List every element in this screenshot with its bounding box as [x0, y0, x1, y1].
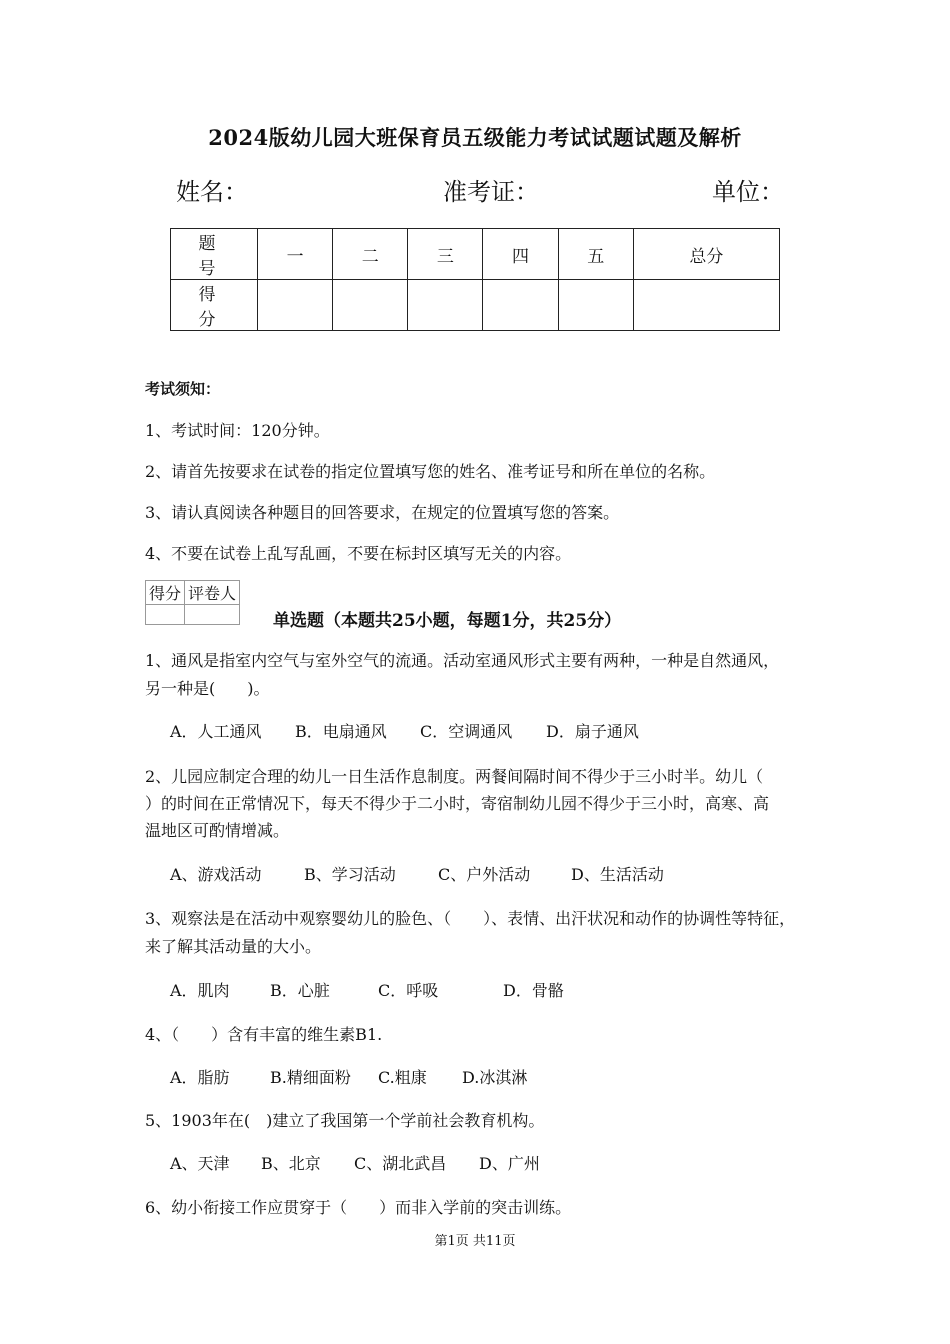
section-title: 单选题（本题共25小题，每题1分，共25分） — [273, 611, 622, 631]
option-c[interactable]: C、户外活动 — [438, 865, 531, 884]
option-d[interactable]: D．扇子通风 — [546, 722, 639, 741]
question-text: 2、儿园应制定合理的幼儿一日生活作息制度。两餐间隔时间不得少于三小时半。幼儿（ — [145, 767, 764, 786]
question-text: 5、1903年在( )建立了我国第一个学前社会教育机构。 — [145, 1111, 545, 1130]
option-a[interactable]: A、天津 — [170, 1154, 230, 1173]
grader-score-label: 得分 — [146, 581, 185, 605]
score-table-cell: 总分 — [633, 229, 779, 280]
score-input-cell[interactable] — [558, 280, 633, 331]
option-a[interactable]: A、游戏活动 — [170, 865, 262, 884]
score-table-cell: 一 — [258, 229, 333, 280]
score-table-header-row — [171, 229, 780, 280]
option-d[interactable]: D.冰淇淋 — [462, 1068, 528, 1087]
score-input-cell[interactable] — [633, 280, 779, 331]
score-input-cell[interactable] — [333, 280, 408, 331]
question-text: 4、（ ）含有丰富的维生素B1. — [145, 1025, 383, 1044]
score-table — [170, 228, 780, 331]
grader-name-cell[interactable] — [185, 605, 240, 625]
notice-item: 1、考试时间：120分钟。 — [145, 421, 330, 440]
option-d[interactable]: D、广州 — [479, 1154, 540, 1173]
option-b[interactable]: B．电扇通风 — [295, 722, 387, 741]
grader-name-label: 评卷人 — [185, 581, 240, 605]
option-c[interactable]: C.粗康 — [378, 1068, 427, 1087]
grader-box — [145, 580, 240, 625]
score-table-cell: 二 — [333, 229, 408, 280]
score-table-cell: 四 — [483, 229, 558, 280]
option-c[interactable]: C．呼吸 — [378, 981, 439, 1000]
question-text: 6、幼小衔接工作应贯穿于（ ）而非入学前的突击训练。 — [145, 1198, 572, 1217]
grader-score-cell[interactable] — [146, 605, 185, 625]
option-a[interactable]: A．肌肉 — [170, 981, 230, 1000]
question-text: 1、通风是指室内空气与室外空气的流通。活动室通风形式主要有两种，一种是自然通风， — [145, 651, 780, 670]
option-d[interactable]: D．骨骼 — [503, 981, 564, 1000]
option-b[interactable]: B．心脏 — [270, 981, 330, 1000]
score-input-cell[interactable] — [408, 280, 483, 331]
option-c[interactable]: C、湖北武昌 — [354, 1154, 447, 1173]
score-input-cell[interactable] — [258, 280, 333, 331]
notice-item: 2、请首先按要求在试卷的指定位置填写您的姓名、准考证号和所在单位的名称。 — [145, 462, 716, 481]
score-table-cell: 题 号 — [171, 229, 258, 280]
unit-label: 单位： — [712, 178, 784, 206]
option-c[interactable]: C．空调通风 — [420, 722, 513, 741]
exam-id-label: 准考证： — [443, 178, 539, 206]
notice-title: 考试须知： — [145, 380, 221, 398]
score-row-label: 得 分 — [171, 280, 258, 331]
score-table-score-row — [171, 280, 780, 331]
option-b[interactable]: B.精细面粉 — [270, 1068, 351, 1087]
question-text: 另一种是( )。 — [145, 679, 270, 698]
notice-item: 3、请认真阅读各种题目的回答要求，在规定的位置填写您的答案。 — [145, 503, 620, 522]
score-input-cell[interactable] — [483, 280, 558, 331]
option-b[interactable]: B、北京 — [261, 1154, 321, 1173]
question-text: 3、观察法是在活动中观察婴幼儿的脸色、（ ）、表情、出汗状况和动作的协调性等特征， — [145, 909, 796, 928]
notice-item: 4、不要在试卷上乱写乱画，不要在标封区填写无关的内容。 — [145, 544, 572, 563]
option-b[interactable]: B、学习活动 — [304, 865, 396, 884]
question-text: 来了解其活动量的大小。 — [145, 937, 322, 956]
page-footer: 第1页 共11页 — [434, 1234, 516, 1249]
score-table-cell: 三 — [408, 229, 483, 280]
name-label: 姓名： — [176, 178, 248, 206]
document-title: 2024版幼儿园大班保育员五级能力考试试题试题及解析 — [208, 125, 742, 150]
score-table-cell: 五 — [558, 229, 633, 280]
option-a[interactable]: A．人工通风 — [170, 722, 262, 741]
question-text: ）的时间在正常情况下，每天不得少于二小时，寄宿制幼儿园不得少于三小时，高寒、高 — [145, 794, 770, 813]
option-d[interactable]: D、生活活动 — [571, 865, 664, 884]
option-a[interactable]: A．脂肪 — [170, 1068, 230, 1087]
question-text: 温地区可酌情增减。 — [145, 821, 290, 840]
